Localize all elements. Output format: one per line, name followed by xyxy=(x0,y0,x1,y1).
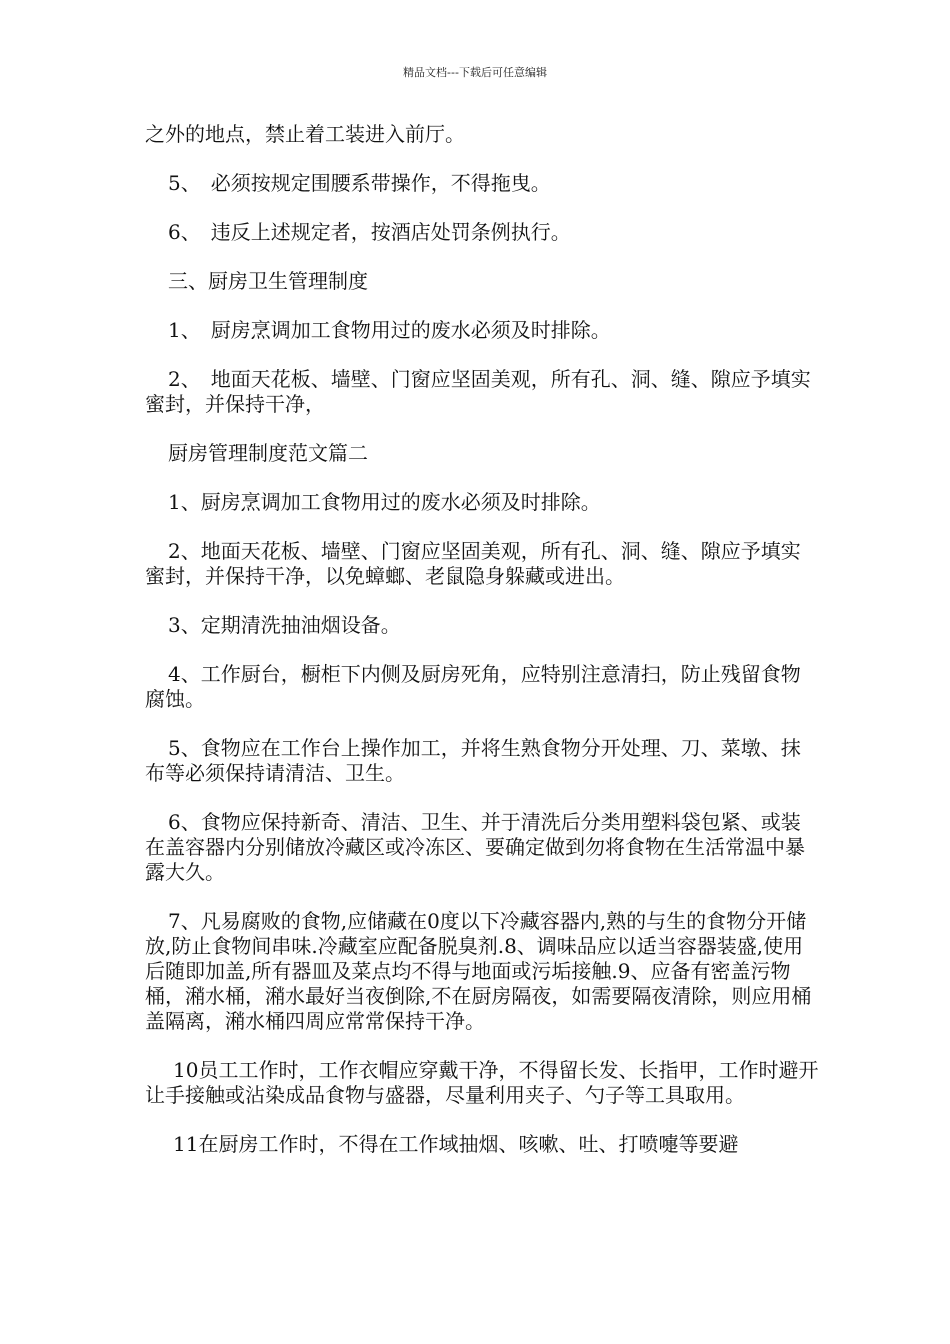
paragraph: 7、凡易腐败的食物,应储藏在0度以下冷藏容器内,熟的与生的食物分开储放,防止食物间串味.冷藏室应配备脱臭剂.8、调味品应以适当容器装盛,使用后随即加盖,所有器皿及菜点均不得与地面或污垢接触.9、应备有密盖污物桶，潲水桶，潲水最好当夜倒除,不在厨房隔夜，如需要隔夜清除，则应用桶盖隔离，潲水桶四周应常常保持干净。 xyxy=(145,909,812,1033)
paragraph: 2、 地面天花板、墙壁、门窗应坚固美观，所有孔、洞、缝、隙应予填实蜜封，并保持干净， xyxy=(145,367,811,416)
paragraph: 1、厨房烹调加工食物用过的废水必须及时排除。 xyxy=(168,490,601,514)
paragraph: 5、食物应在工作台上操作加工，并将生熟食物分开处理、刀、菜墩、抹布等必须保持请清洁、卫生。 xyxy=(145,736,801,785)
paragraph: 5、 必须按规定围腰系带操作，不得拖曳。 xyxy=(168,171,551,195)
paragraph: 3、定期清洗抽油烟设备。 xyxy=(168,613,401,637)
paragraph: 4、工作厨台，橱柜下内侧及厨房死角，应特别注意清扫，防止残留食物腐蚀。 xyxy=(145,662,801,711)
paragraph: 2、地面天花板、墙壁、门窗应坚固美观，所有孔、洞、缝、隙应予填实蜜封，并保持干净，以免蟑螂、老鼠隐身躲藏或进出。 xyxy=(145,539,801,588)
paragraph: 1、 厨房烹调加工食物用过的废水必须及时排除。 xyxy=(168,318,611,342)
section-heading: 厨房管理制度范文篇二 xyxy=(168,441,368,465)
document-body xyxy=(145,122,820,1181)
page-header: 精品文档---下载后可任意编辑 xyxy=(403,66,547,79)
paragraph: 6、 违反上述规定者，按酒店处罚条例执行。 xyxy=(168,220,571,244)
paragraph: 10员工工作时，工作衣帽应穿戴干净，不得留长发、长指甲，工作时避开让手接触或沾染成品食物与盛器，尽量利用夹子、勺子等工具取用。 xyxy=(145,1058,819,1107)
section-heading: 三、厨房卫生管理制度 xyxy=(168,269,368,293)
paragraph: 11在厨房工作时，不得在工作域抽烟、咳嗽、吐、打喷嚏等要避 xyxy=(173,1132,739,1156)
paragraph: 6、食物应保持新奇、清洁、卫生、并于清洗后分类用塑料袋包紧、或装在盖容器内分别储放冷藏区或冷冻区、要确定做到勿将食物在生活常温中暴露大久。 xyxy=(145,810,805,884)
paragraph: 之外的地点，禁止着工装进入前厅。 xyxy=(145,122,465,146)
